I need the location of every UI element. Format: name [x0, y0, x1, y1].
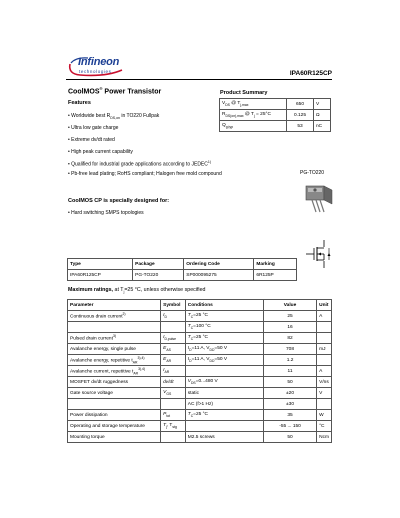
- column-header: Marking: [254, 259, 297, 270]
- table-row: [68, 322, 332, 333]
- parameter-cell: Continuous drain current$^{2)}$: [68, 311, 161, 322]
- value-cell: 11: [263, 366, 316, 377]
- feature-item: • High peak current capability: [68, 149, 133, 155]
- conditions-cell: $I_D=11$ A, $V_{DD}=50$ V: [185, 344, 263, 355]
- parameter-cell: [68, 399, 161, 410]
- summary-value: 53: [287, 121, 314, 132]
- column-header: Parameter: [68, 300, 161, 311]
- features-heading: Features: [68, 100, 91, 106]
- symbol-cell: dv/dt: [161, 377, 186, 388]
- unit-cell: W: [317, 410, 332, 421]
- type-cell: IPA60R125CP: [68, 270, 133, 281]
- value-cell: ±30: [263, 399, 316, 410]
- conditions-cell: [185, 421, 263, 432]
- symbol-cell: [161, 432, 186, 443]
- header-rule: [66, 79, 332, 80]
- product-summary-table: [219, 98, 331, 132]
- document-title: CoolMOS® Power Transistor: [68, 86, 162, 96]
- unit-cell: A: [317, 311, 332, 322]
- value-cell: 708: [263, 344, 316, 355]
- conditions-cell: $T_C=100$ °C: [185, 322, 263, 333]
- unit-cell: Ncm: [317, 432, 332, 443]
- type-table: [67, 258, 297, 281]
- unit-cell: mJ: [317, 344, 332, 355]
- marking-cell: 6R125P: [254, 270, 297, 281]
- parameter-cell: [68, 322, 161, 333]
- package-cell: PG-TO220: [133, 270, 184, 281]
- unit-cell: [317, 355, 332, 366]
- unit-cell: V/ns: [317, 377, 332, 388]
- column-header: Value: [263, 300, 316, 311]
- feature-item: • Pb-free lead plating; RoHS compliant; Halogen free mold compound: [68, 171, 222, 177]
- column-header: Unit: [317, 300, 332, 311]
- parameter-cell: Avalanche current, repetitive $t_{AR}^{3),4)}$: [68, 366, 161, 377]
- table-row: [220, 121, 331, 132]
- value-cell: 50: [263, 432, 316, 443]
- symbol-cell: $V_{GS}$: [161, 388, 186, 399]
- summary-unit: V: [314, 99, 331, 110]
- conditions-cell: AC (f>1 Hz): [185, 399, 263, 410]
- table-row: [68, 333, 332, 344]
- value-cell: 25: [263, 311, 316, 322]
- table-row: [68, 399, 332, 410]
- summary-value: 0.125: [287, 110, 314, 121]
- conditions-cell: $I_D=11$ A, $V_{DD}=50$ V: [185, 355, 263, 366]
- table-row: [68, 377, 332, 388]
- parameter-cell: Mounting torque: [68, 432, 161, 443]
- column-header: Type: [68, 259, 133, 270]
- unit-cell: A: [317, 366, 332, 377]
- parameter-cell: Gate source voltage: [68, 388, 161, 399]
- value-cell: ±20: [263, 388, 316, 399]
- feature-item: • Worldwide best $R_{DS,on}$ in TO220 Fullpak: [68, 113, 160, 120]
- summary-parameter: $V_{DS}$ @ $T_{j,max}$: [220, 99, 287, 110]
- symbol-cell: $I_D$: [161, 311, 186, 322]
- value-cell: 50: [263, 377, 316, 388]
- infineon-logo: [66, 56, 126, 78]
- parameter-cell: Avalanche energy, repetitive $t_{AR}^{3),4)}$: [68, 355, 161, 366]
- product-summary-heading: Product Summary: [220, 90, 268, 96]
- column-header: Package: [133, 259, 184, 270]
- conditions-cell: $V_{DS}=0...480$ V: [185, 377, 263, 388]
- conditions-cell: $T_C=25$ °C: [185, 410, 263, 421]
- mosfet-symbol-icon: [302, 238, 336, 270]
- max-ratings-table: [67, 299, 332, 443]
- symbol-cell: $T_j$, $T_{stg}$: [161, 421, 186, 432]
- value-cell: 82: [263, 333, 316, 344]
- package-label: PG-TO220: [300, 170, 325, 176]
- summary-parameter: $Q_{g,typ}$: [220, 121, 287, 132]
- symbol-cell: $P_{tot}$: [161, 410, 186, 421]
- unit-cell: [317, 322, 332, 333]
- symbol-cell: $I_{AR}$: [161, 366, 186, 377]
- logo-tagline: technologies: [79, 69, 112, 74]
- column-header: Symbol: [161, 300, 186, 311]
- designed-for-item: • Hard switching SMPS topologies: [68, 210, 144, 216]
- symbol-cell: $E_{AR}$: [161, 355, 186, 366]
- symbol-cell: [161, 399, 186, 410]
- table-row: [68, 311, 332, 322]
- value-cell: 16: [263, 322, 316, 333]
- table-header-row: [68, 259, 297, 270]
- conditions-cell: static: [185, 388, 263, 399]
- table-row: [68, 388, 332, 399]
- unit-cell: V: [317, 388, 332, 399]
- table-row: [68, 270, 297, 281]
- column-header: Ordering Code: [184, 259, 254, 270]
- table-row: [68, 421, 332, 432]
- unit-cell: [317, 399, 332, 410]
- summary-unit: nC: [314, 121, 331, 132]
- conditions-cell: $T_C=25$ °C: [185, 311, 263, 322]
- feature-item: • Qualified for industrial grade applications according to JEDEC$^{1)}$: [68, 160, 212, 168]
- table-row: [68, 366, 332, 377]
- parameter-cell: MOSFET dv/dt ruggedness: [68, 377, 161, 388]
- designed-for-heading: CoolMOS CP is specially designed for:: [68, 198, 170, 204]
- max-ratings-heading: Maximum ratings, at $T_j=25$ °C, unless otherwise specified: [68, 287, 206, 295]
- symbol-cell: [161, 322, 186, 333]
- symbol-cell: $E_{AS}$: [161, 344, 186, 355]
- summary-value: 650: [287, 99, 314, 110]
- table-row: [220, 99, 331, 110]
- conditions-cell: $T_C=25$ °C: [185, 333, 263, 344]
- value-cell: 1.2: [263, 355, 316, 366]
- table-row: [68, 344, 332, 355]
- value-cell: 35: [263, 410, 316, 421]
- table-row: [68, 355, 332, 366]
- summary-parameter: $R_{DS(on),max}$ @ $T_j = 25^\circ C$: [220, 110, 287, 121]
- unit-cell: [317, 333, 332, 344]
- to220-package-icon: [302, 180, 336, 216]
- parameter-cell: Avalanche energy, single pulse: [68, 344, 161, 355]
- symbol-cell: $I_{D,pulse}$: [161, 333, 186, 344]
- table-row: [68, 432, 332, 443]
- table-header-row: [68, 300, 332, 311]
- parameter-cell: Operating and storage temperature: [68, 421, 161, 432]
- header-part-number: IPA60R125CP: [289, 70, 332, 77]
- summary-unit: Ω: [314, 110, 331, 121]
- feature-item: • Extreme dv/dt rated: [68, 137, 115, 143]
- conditions-cell: M2.5 screws: [185, 432, 263, 443]
- logo-wordmark: Infineon: [78, 56, 120, 68]
- ordering-code-cell: SP000095275: [184, 270, 254, 281]
- unit-cell: °C: [317, 421, 332, 432]
- value-cell: -55 ... 150: [263, 421, 316, 432]
- feature-item: • Ultra low gate charge: [68, 125, 119, 131]
- table-row: [220, 110, 331, 121]
- table-row: [68, 410, 332, 421]
- column-header: Conditions: [185, 300, 263, 311]
- parameter-cell: Pulsed drain current$^{3)}$: [68, 333, 161, 344]
- conditions-cell: [185, 366, 263, 377]
- parameter-cell: Power dissipation: [68, 410, 161, 421]
